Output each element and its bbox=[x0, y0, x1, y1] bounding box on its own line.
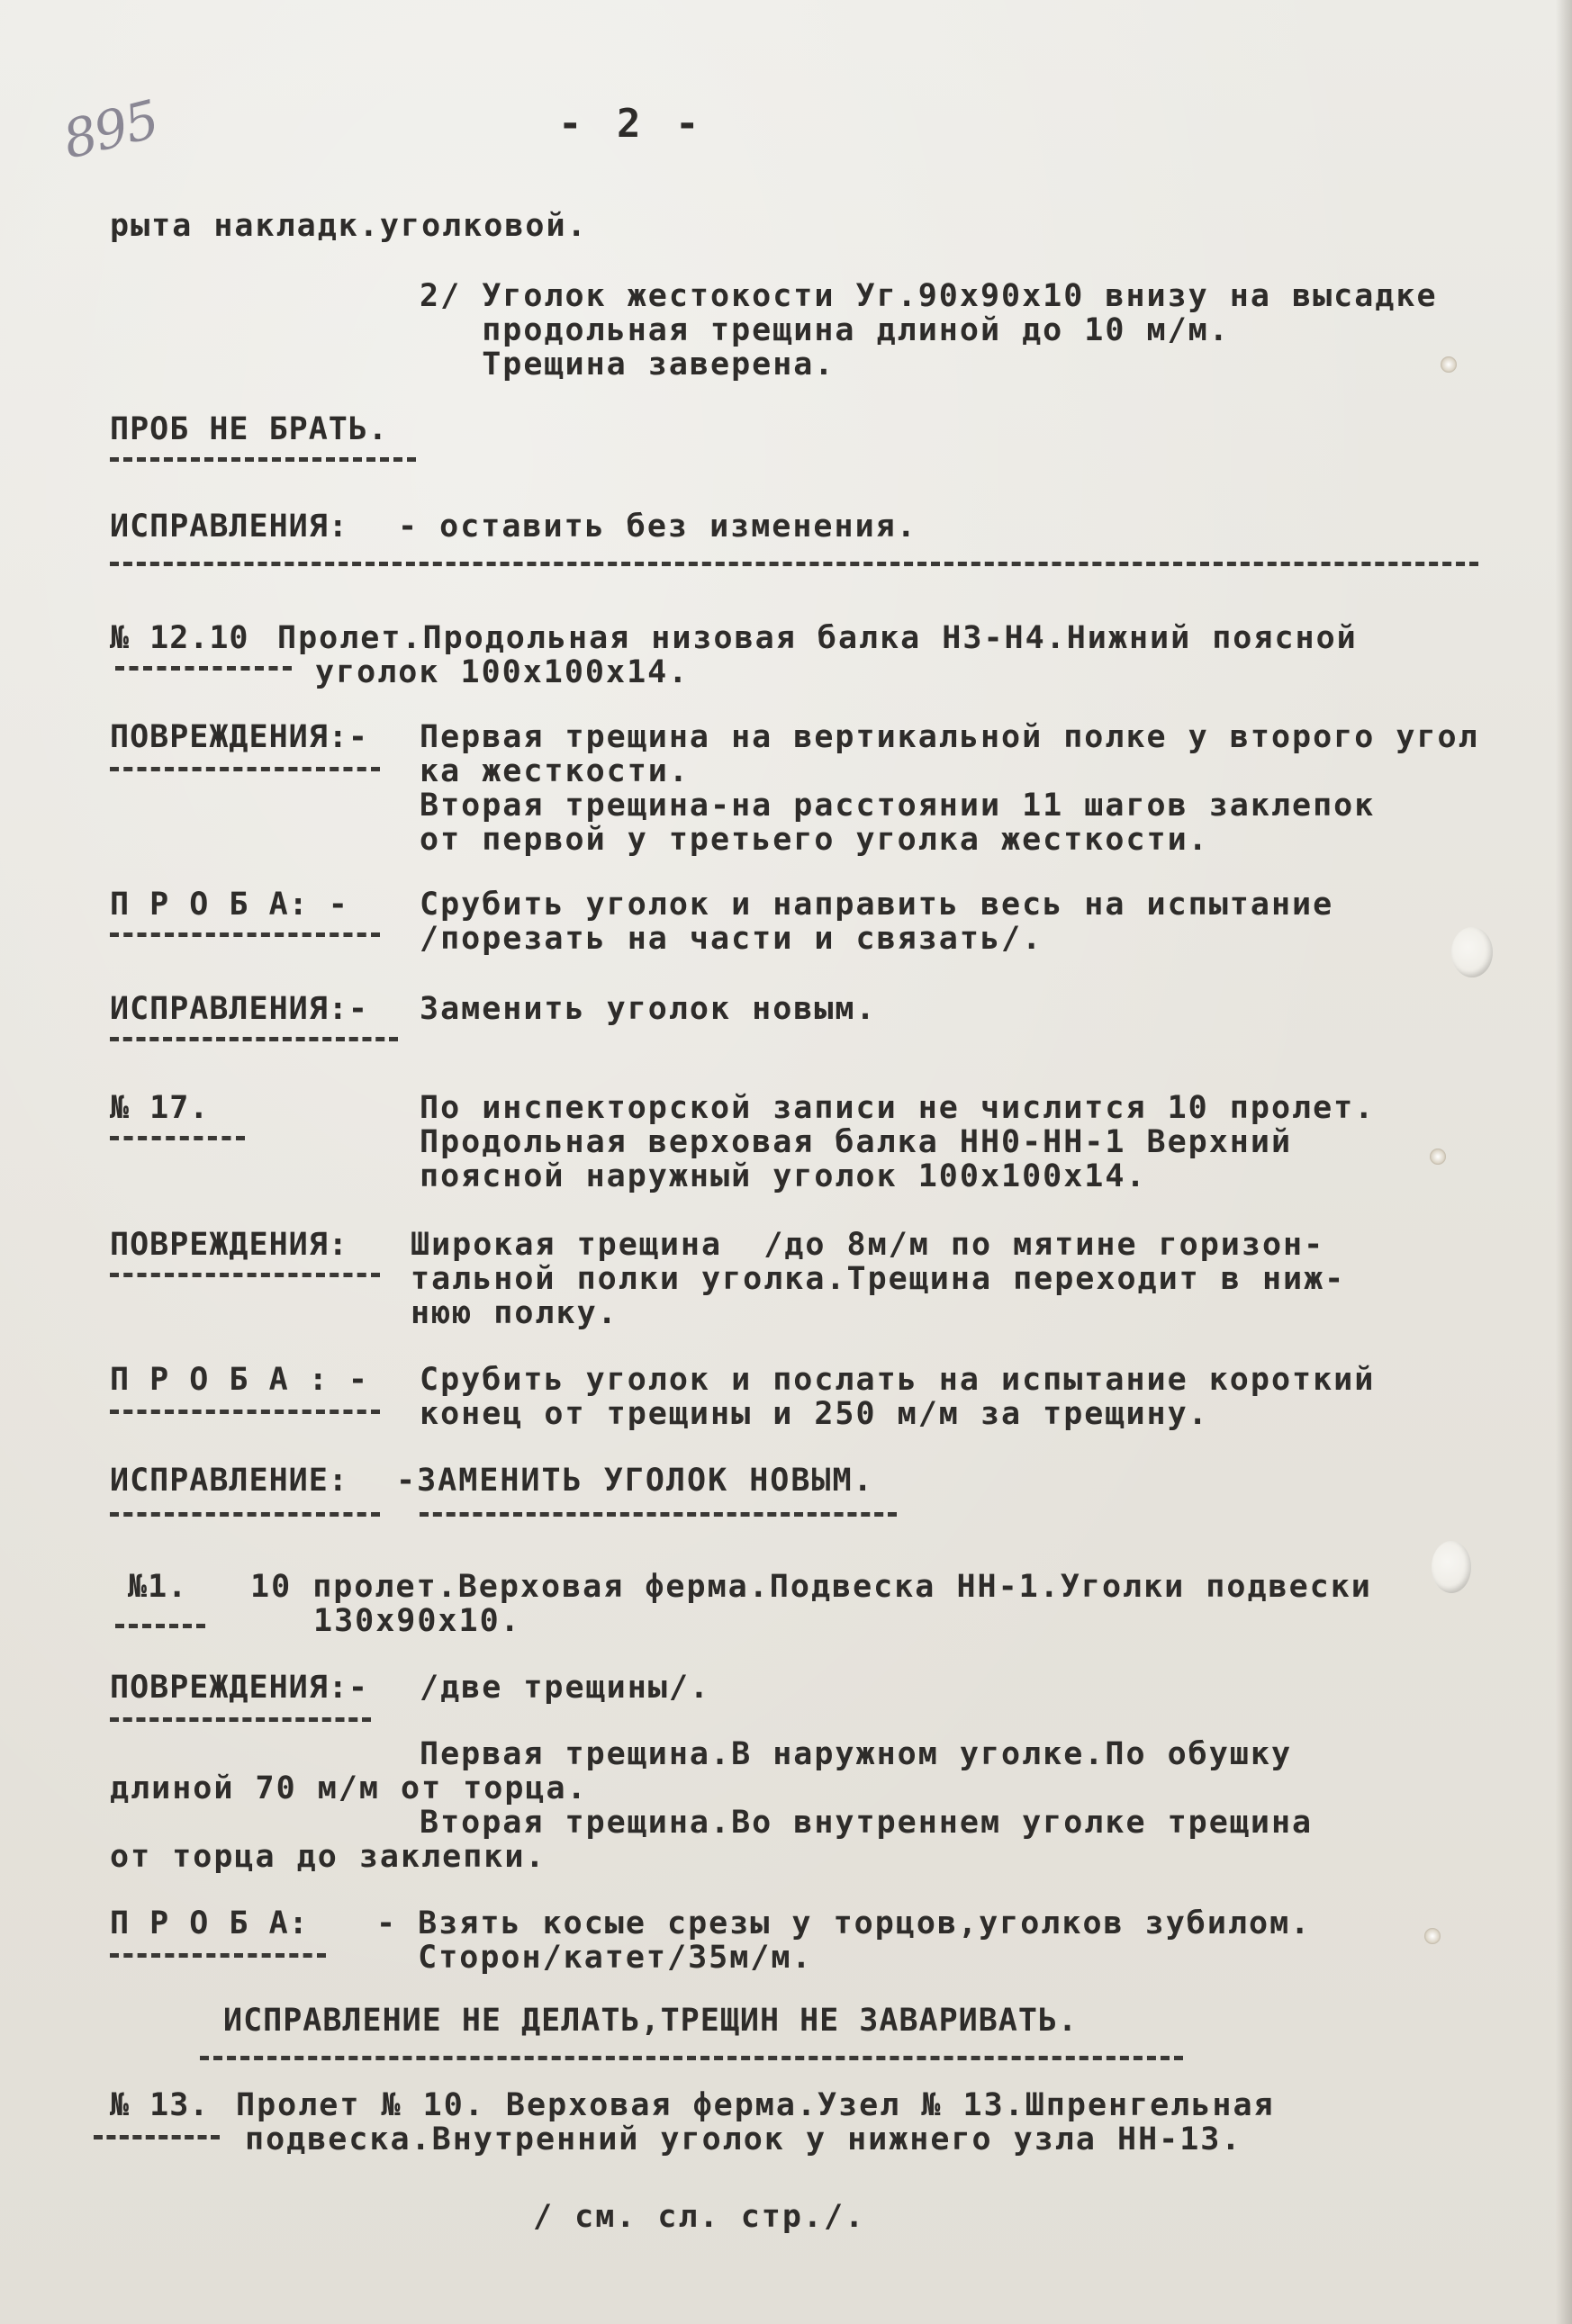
damage-1-line-2: ка жесткости. bbox=[420, 753, 690, 789]
sample-2-line-2: конец от трещины и 250 м/м за трещину. bbox=[420, 1396, 1209, 1432]
item-12-line-1: Пролет.Продольная низовая балка НЗ-Н4.Нижний поясной bbox=[277, 620, 1358, 656]
underline bbox=[110, 457, 416, 462]
label-corrections-2: ИСПРАВЛЕНИЯ:- bbox=[110, 991, 368, 1027]
corrections-2-text: Заменить уголок новым. bbox=[420, 991, 877, 1027]
sample-1-line-2: /порезать на части и связать/. bbox=[420, 921, 1043, 957]
handwritten-page-number: 895 bbox=[57, 88, 164, 171]
underline bbox=[110, 767, 380, 771]
label-damage-1: ПОВРЕЖДЕНИЯ:- bbox=[110, 719, 368, 755]
damage-2-line-2: тальной полки уголка.Трещина переходит в ниж- bbox=[411, 1261, 1346, 1297]
item-12-number: № 12.10 bbox=[110, 620, 249, 656]
underline bbox=[110, 1273, 380, 1277]
heading-no-correction: ИСПРАВЛЕНИЕ НЕ ДЕЛАТЬ,ТРЕЩИН НЕ ЗАВАРИВАТЬ. bbox=[223, 2003, 1079, 2039]
damage-3-detail-3: Вторая трещина.Во внутреннем уголке трещина bbox=[420, 1805, 1314, 1841]
item-1-number: №1. bbox=[128, 1569, 188, 1605]
page-edge-shadow bbox=[1556, 0, 1572, 2324]
label-corrections-1: ИСПРАВЛЕНИЯ: bbox=[110, 509, 348, 545]
item-17-number: № 17. bbox=[110, 1090, 210, 1126]
label-correction-3: ИСПРАВЛЕНИЕ: bbox=[110, 1463, 348, 1499]
item-2-line-1: 2/ Уголок жестокости Уг.90х90х10 внизу на высадке bbox=[420, 278, 1438, 314]
continued-text: рыта накладк.уголковой. bbox=[110, 208, 588, 244]
sample-2-line-1: Срубить уголок и послать на испытание короткий bbox=[420, 1362, 1376, 1398]
item-1-line-2: 130х90х10. bbox=[313, 1603, 521, 1639]
damage-1-line-1: Первая трещина на вертикальной полке у второго угол bbox=[420, 719, 1479, 755]
item-12-line-2: уголок 100х100х14. bbox=[315, 654, 690, 690]
item-13-line-2: подвеска.Внутренний уголок у нижнего узла НН-13. bbox=[245, 2121, 1242, 2157]
label-sample-1: П Р О Б А: - bbox=[110, 887, 348, 923]
punch-hole bbox=[1451, 927, 1493, 977]
sample-3-line-1: - Взять косые срезы у торцов,уголков зубилом. bbox=[376, 1905, 1312, 1941]
item-2-line-3: Трещина заверена. bbox=[420, 347, 836, 383]
damage-3-detail-2: длиной 70 м/м от торца. bbox=[110, 1770, 588, 1806]
damage-3-detail-1: Первая трещина.В наружном уголке.По обушку bbox=[420, 1736, 1293, 1772]
sample-1-line-1: Срубить уголок и направить весь на испытание bbox=[420, 887, 1334, 923]
item-13-line-1: Пролет № 10. Верховая ферма.Узел № 13.Шпренгельная bbox=[236, 2087, 1275, 2123]
underline bbox=[110, 1717, 371, 1722]
underline bbox=[115, 666, 292, 671]
underline bbox=[110, 562, 1478, 566]
damage-3-detail-4: от торца до заклепки. bbox=[110, 1839, 547, 1875]
item-17-line-1: По инспекторской записи не числится 10 пролет. bbox=[420, 1090, 1376, 1126]
underline bbox=[110, 1410, 380, 1414]
damage-3-text: /две трещины/. bbox=[420, 1670, 711, 1706]
punch-hole bbox=[1432, 1541, 1471, 1593]
label-sample-3: П Р О Б А: bbox=[110, 1905, 309, 1941]
correction-3-text: -ЗАМЕНИТЬ УГОЛОК НОВЫМ. bbox=[396, 1463, 874, 1499]
item-17-line-2: Продольная верховая балка НН0-НН-1 Верхний bbox=[420, 1124, 1293, 1160]
item-2-line-2: продольная трещина длиной до 10 м/м. bbox=[420, 312, 1230, 348]
underline bbox=[110, 1136, 245, 1140]
label-damage-3: ПОВРЕЖДЕНИЯ:- bbox=[110, 1670, 368, 1706]
label-sample-2: П Р О Б А : - bbox=[110, 1362, 368, 1398]
underline bbox=[115, 1624, 205, 1628]
page-number: - 2 - bbox=[558, 101, 705, 147]
item-17-line-3: поясной наружный уголок 100х100х14. bbox=[420, 1158, 1147, 1194]
heading-no-samples: ПРОБ НЕ БРАТЬ. bbox=[110, 411, 389, 447]
paper-mark bbox=[1441, 356, 1457, 373]
damage-2-line-3: нюю полку. bbox=[411, 1295, 619, 1331]
underline bbox=[110, 1953, 326, 1958]
underline bbox=[110, 1037, 398, 1041]
damage-2-line-1: Широкая трещина /до 8м/м по мятине горизон- bbox=[411, 1227, 1325, 1263]
underline bbox=[94, 2135, 220, 2139]
underline bbox=[110, 932, 380, 937]
paper-mark bbox=[1424, 1928, 1441, 1944]
item-13-number: № 13. bbox=[110, 2087, 210, 2123]
item-1-line-1: 10 пролет.Верховая ферма.Подвеска НН-1.Уголки подвески bbox=[250, 1569, 1372, 1605]
underline bbox=[200, 2056, 1183, 2060]
continued-next-page: / см. сл. стр./. bbox=[533, 2199, 866, 2235]
underline bbox=[420, 1512, 897, 1517]
damage-1-line-4: от первой у третьего уголка жесткости. bbox=[420, 822, 1209, 858]
underline bbox=[110, 1512, 380, 1517]
corrections-1-text: - оставить без изменения. bbox=[398, 509, 917, 545]
label-damage-2: ПОВРЕЖДЕНИЯ: bbox=[110, 1227, 348, 1263]
paper-mark bbox=[1430, 1148, 1446, 1165]
damage-1-line-3: Вторая трещина-на расстоянии 11 шагов заклепок bbox=[420, 788, 1376, 824]
sample-3-line-2: Сторон/катет/35м/м. bbox=[376, 1940, 813, 1976]
